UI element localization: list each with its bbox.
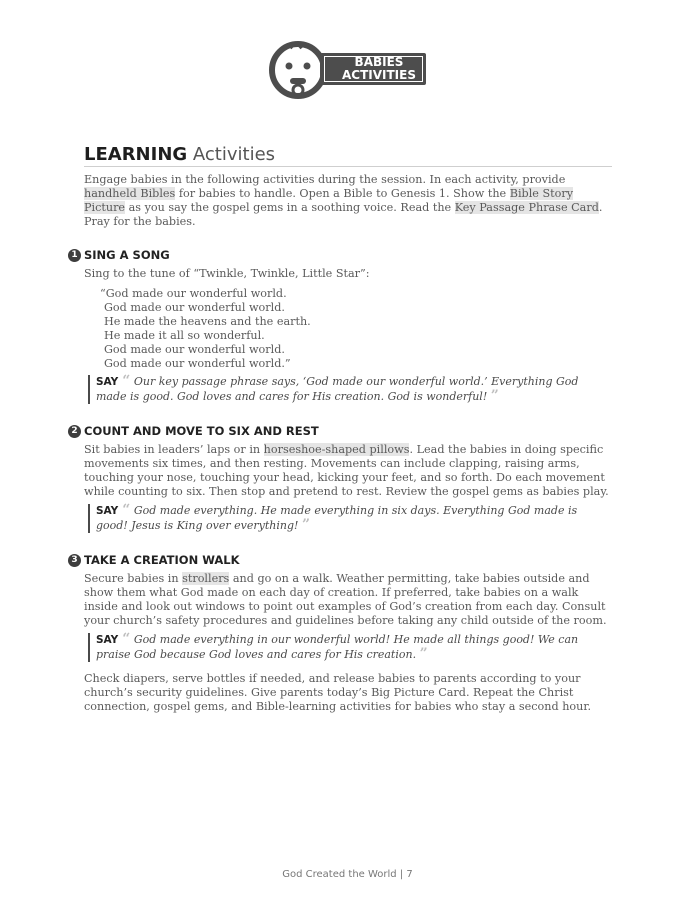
lyric-line: He made it all so wonderful. — [104, 329, 265, 342]
say-text-1: Our key passage phrase says, ‘God made our wonderful world.’ Everything God made is good. God loves and cares for His creation. God is wonderful! — [96, 375, 579, 403]
section-3-title: TAKE A CREATION WALK — [84, 553, 240, 567]
section-number-1: 1 — [68, 249, 81, 262]
intro-paragraph: Engage babies in the following activities during the session. In each activity, provide handheld Bibles for babies to handle. Open a Bible to Genesis 1. Show the Bible Story Picture as you say the gospel gems in a soothing voice. Read the Key Passage Phrase Card. Pray for the babies. — [84, 173, 603, 228]
title-light: Activities — [192, 144, 276, 165]
closing-paragraph: Check diapers, serve bottles if needed, and release babies to parents according to your church’s security guidelines. Give parents today’s Big Picture Card. Repeat the Christ connection, gospel gems, and Bible-learning activities for babies who stay a second hour. — [84, 672, 592, 713]
section-2-heading — [68, 424, 319, 438]
say-text-2: God made everything. He made everything in six days. Everything God made is good! Jesus is King over everything! — [96, 504, 578, 532]
say-text-3: God made everything in our wonderful world! He made all things good! We can praise God because God loves and cares for His creation. — [96, 633, 579, 661]
highlight-key-passage-card: Key Passage Phrase Card — [454, 201, 599, 214]
section-badge — [320, 53, 426, 85]
lyric-line: God made our wonderful world. — [104, 343, 285, 356]
page-title — [84, 144, 275, 165]
lyric-line: God made our wonderful world.” — [104, 357, 291, 370]
title-bold: LEARNING — [84, 144, 188, 165]
close-quote-icon: ” — [490, 387, 499, 404]
highlight-strollers: strollers — [182, 572, 230, 585]
badge-line-1: BABIES — [354, 55, 404, 69]
open-quote-icon: “ — [122, 631, 131, 647]
section-2-title: COUNT AND MOVE TO SIX AND REST — [84, 424, 319, 438]
section-number-2: 2 — [68, 425, 81, 438]
page-footer: God Created the World | 7 — [282, 869, 413, 880]
say-box-2 — [88, 504, 608, 533]
highlight-handheld-bibles: handheld Bibles — [84, 187, 176, 200]
title-divider — [84, 166, 612, 167]
section-2-body: Sit babies in leaders’ laps or in horseshoe-shaped pillows. Lead the babies in doing specific movements six times, and then resting. Movements can include clapping, raising arms, touching your nose, touching your head, kicking your feet, and so forth. Do each movement while counting to six. Then stop and pretend to rest. Review the gospel gems as babies play. — [84, 443, 609, 498]
say-label: SAY — [96, 376, 119, 388]
say-box-3 — [88, 633, 608, 662]
open-quote-icon: “ — [122, 373, 131, 389]
song-lyrics — [100, 287, 360, 371]
highlight-bible-story-picture: Bible Story Picture — [84, 187, 574, 214]
lyric-line: “God made our wonderful world. — [100, 287, 287, 300]
section-3-heading — [68, 553, 240, 567]
highlight-horseshoe-pillows: horseshoe-shaped pillows — [263, 443, 410, 456]
close-quote-icon: ” — [419, 645, 428, 662]
lyric-line: He made the heavens and the earth. — [104, 315, 311, 328]
badge-line-2: ACTIVITIES — [342, 68, 416, 82]
section-1-heading — [68, 248, 170, 262]
say-label: SAY — [96, 505, 119, 517]
section-3-body: Secure babies in strollers and go on a walk. Weather permitting, take babies outside and show them what God made on each day of creation. If preferred, take babies on a walk inside and look out windows to point out examples of God’s creation from each day. Consult your church’s safety procedures and guidelines before taking any child outside of the room. — [84, 572, 607, 627]
section-1-lead: Sing to the tune of “Twinkle, Twinkle, Little Star”: — [84, 267, 370, 280]
lyric-line: God made our wonderful world. — [104, 301, 285, 314]
section-1-title: SING A SONG — [84, 248, 170, 262]
close-quote-icon: ” — [301, 516, 310, 533]
open-quote-icon: “ — [122, 502, 131, 518]
babies-activities-logo — [268, 38, 428, 104]
say-label: SAY — [96, 634, 119, 646]
say-box-1 — [88, 375, 608, 404]
section-number-3: 3 — [68, 554, 81, 567]
